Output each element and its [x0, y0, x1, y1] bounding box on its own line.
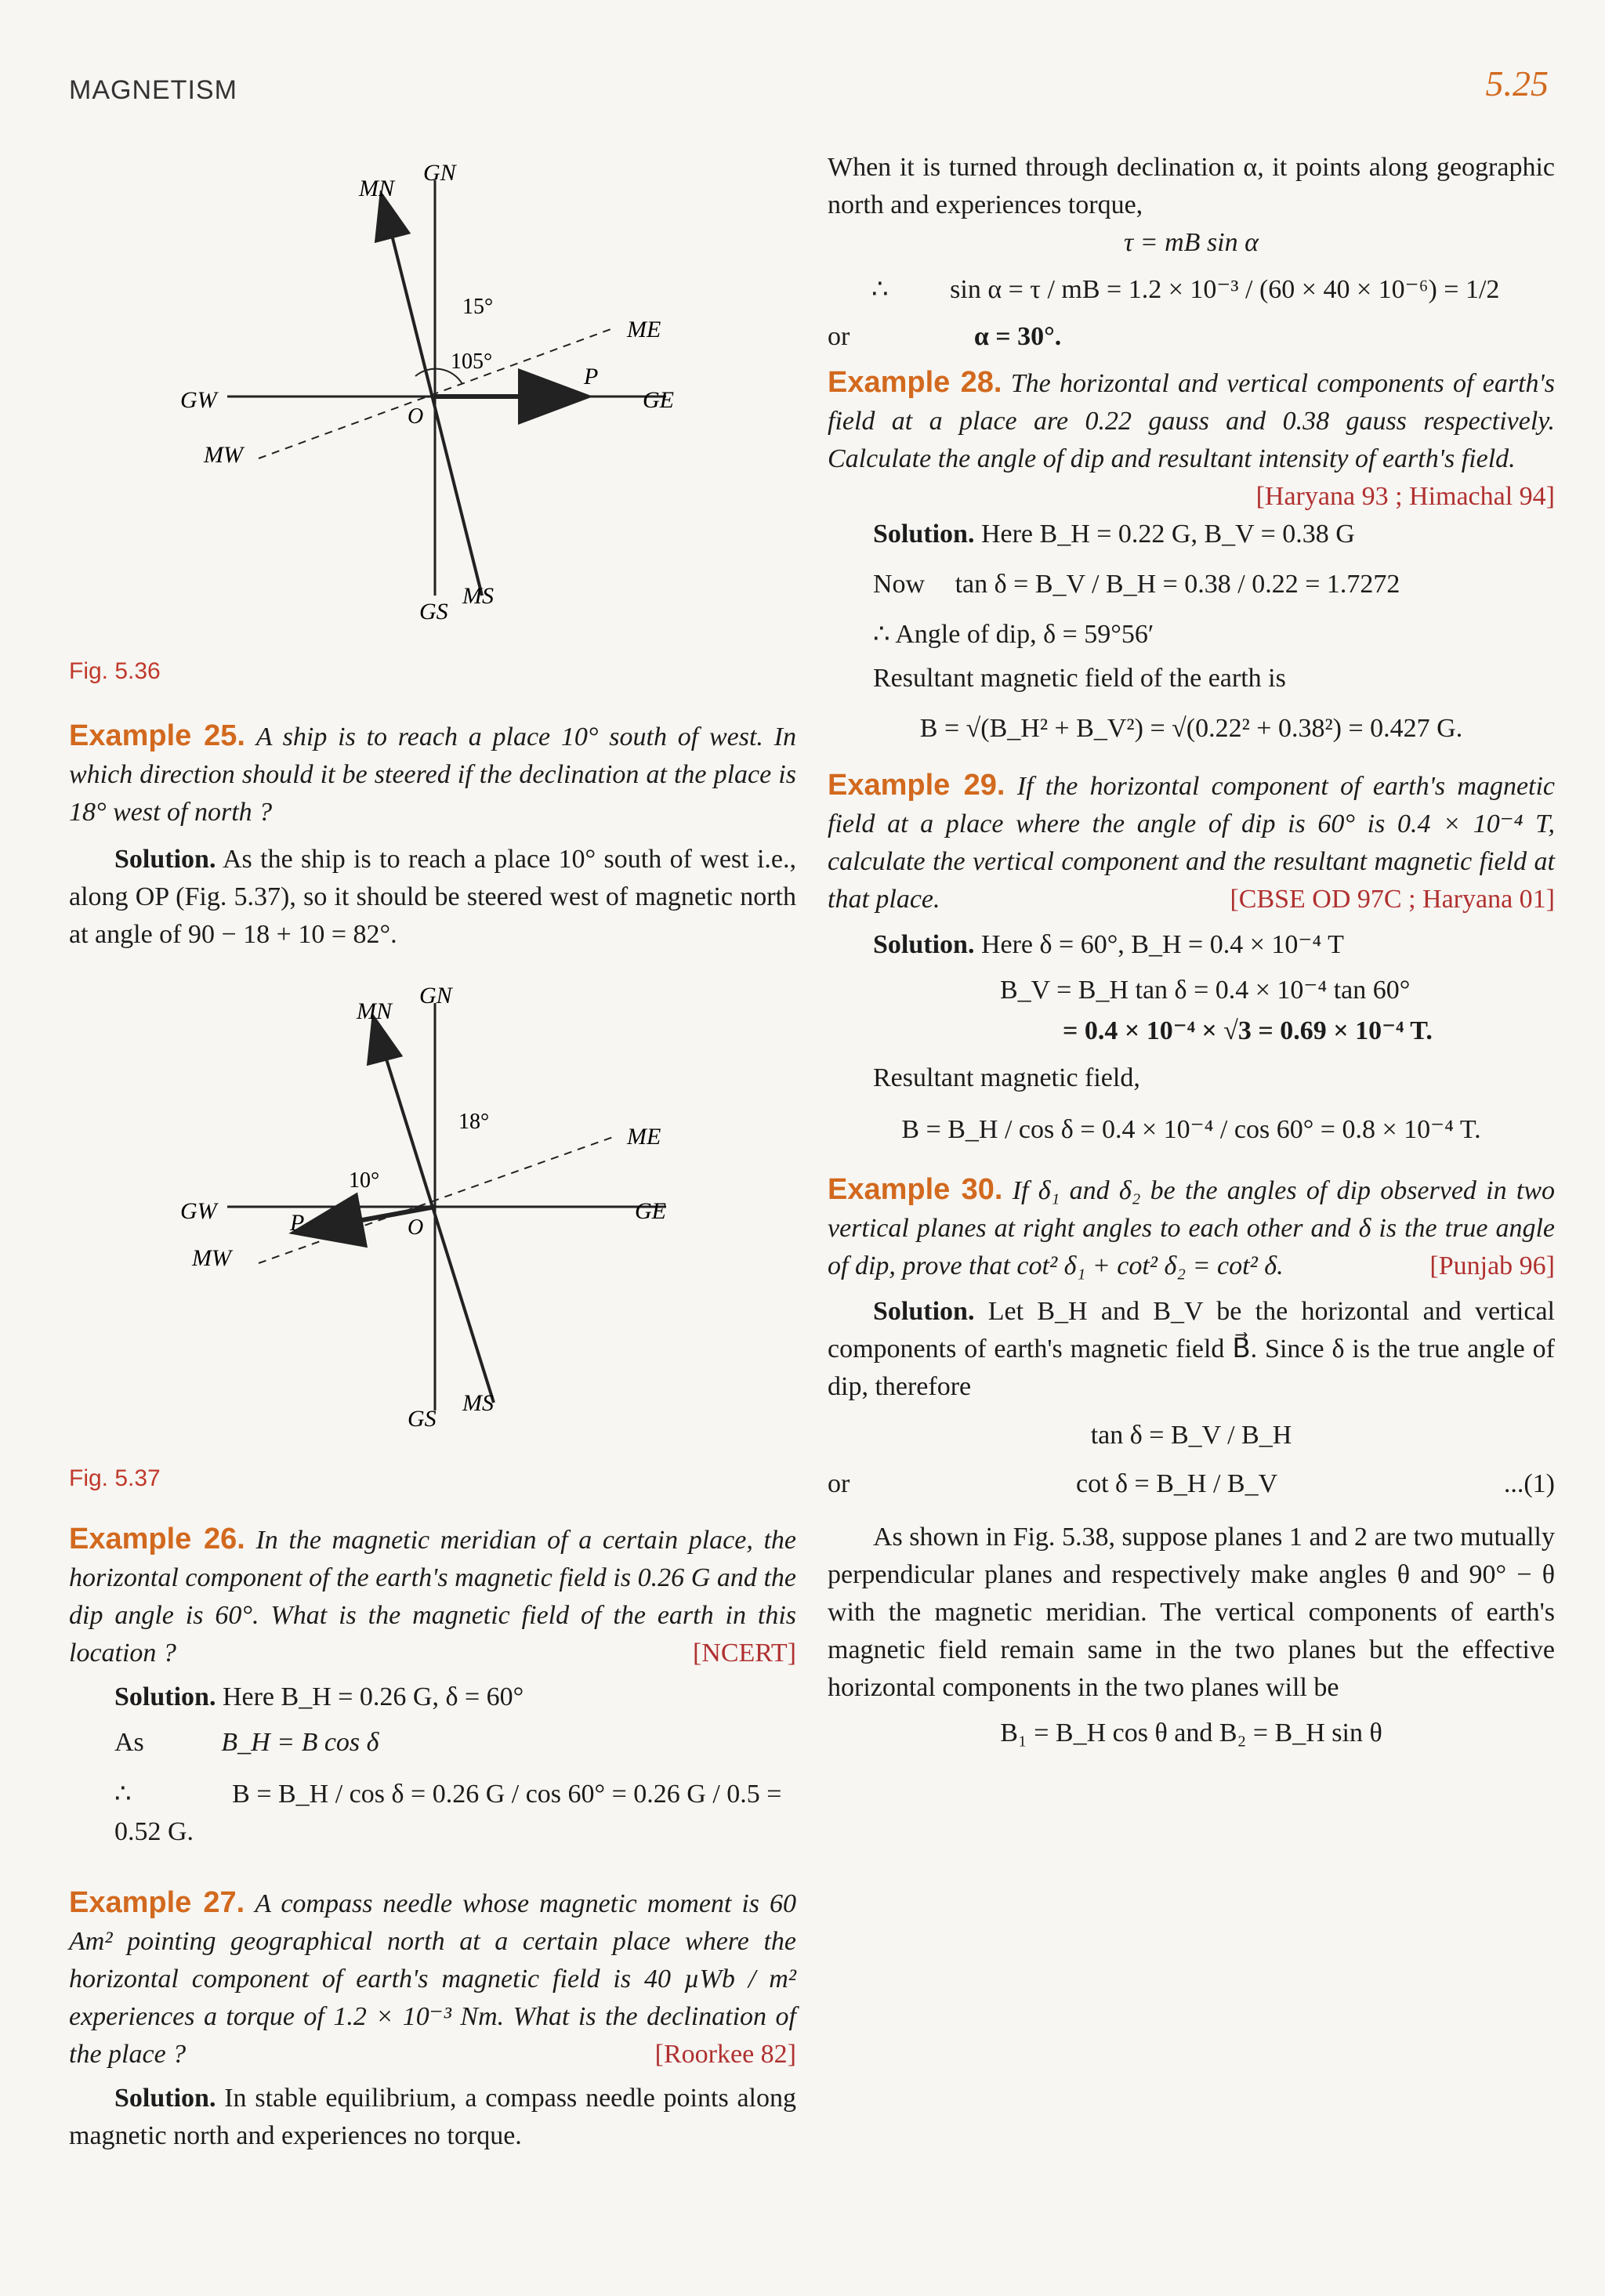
sin-alpha-row [828, 271, 1555, 309]
example-25-label: Example 25. [69, 719, 245, 752]
fig-5-36-caption: Fig. 5.36 [69, 658, 161, 684]
solution-text: As the ship is to reach a place 10° south of west i.e., along OP (Fig. 5.37), so it should be steered west of magnetic north at angle of 90 − 18 + 10 = 82°. [69, 845, 797, 949]
example-28-resultant: Resultant magnetic field of the earth is [873, 664, 1286, 693]
torque-equation: τ = mB sin α [1124, 228, 1259, 257]
fig536-mw: MW [204, 442, 243, 468]
right-intro-paragraph: When it is turned through declination α, it points along geographic north and experiences torque, [828, 153, 1555, 219]
example-26-ref: [NCERT] [692, 1639, 796, 1668]
therefore-symbol: ∴ [871, 275, 889, 304]
example-28-dip: ∴ Angle of dip, δ = 59°56′ [873, 620, 1154, 649]
solution-text: Here B_H = 0.22 G, B_V = 0.38 G [980, 520, 1355, 549]
example-30-eq2: cot δ = B_H / B_V [1076, 1469, 1278, 1498]
fig536-mn: MN [359, 176, 394, 201]
equation-number: ...(1) [1503, 1469, 1555, 1498]
fig-5-37-caption: Fig. 5.37 [69, 1465, 161, 1491]
fig537-gw: GW [180, 1198, 217, 1224]
mw-me-line [259, 1136, 615, 1263]
fig536-gw: GW [180, 387, 217, 413]
alpha-result-row [828, 318, 1555, 356]
fig537-o: O [408, 1215, 424, 1240]
alpha-result: α = 30°. [973, 322, 1062, 351]
fig537-me: ME [627, 1124, 661, 1150]
page-header-left: MAGNETISM [69, 75, 237, 105]
now-word: Now [873, 570, 926, 599]
sin-alpha-equation: sin α = τ / mB = 1.2 × 10⁻³ / (60 × 40 × 10⁻⁶) = 1/2 [950, 275, 1500, 304]
example-26-solution [69, 1679, 796, 1716]
fig536-angle1: 15° [462, 295, 494, 319]
example-30-label: Example 30. [828, 1173, 1003, 1206]
example-28-solution [828, 516, 1555, 553]
fig537-p: P [290, 1210, 305, 1236]
fig536-gn: GN [423, 160, 456, 186]
example-26 [69, 1520, 796, 1672]
example-27-solution [69, 2080, 796, 2155]
example-28-ref: [Haryana 93 ; Himachal 94] [1255, 482, 1555, 511]
example-29-eq1: B_V = B_H tan δ = 0.4 × 10⁻⁴ tan 60° [1000, 976, 1411, 1005]
example-27 [69, 1884, 796, 2073]
solution-label: Solution. [114, 1682, 216, 1711]
fig536-o: O [408, 404, 424, 429]
example-26-eq2-row [69, 1776, 796, 1851]
page-number: 5.25 [1485, 63, 1549, 103]
solution-label: Solution. [873, 520, 975, 549]
fig537-angle1: 18° [458, 1110, 490, 1134]
solution-label: Solution. [114, 845, 216, 874]
fig536-ge: GE [643, 387, 674, 413]
solution-label: Solution. [873, 930, 975, 959]
therefore-symbol: ∴ [114, 1780, 132, 1809]
solution-label: Solution. [114, 2084, 216, 2113]
magnetic-needle-line [384, 204, 482, 596]
solution-label: Solution. [873, 1297, 975, 1326]
example-25-text: A ship is to reach a place 10° south of west. In which direction should it be steered if the declination at the place is 18° west of north ? [69, 722, 797, 827]
example-29-ref: [CBSE OD 97C ; Haryana 01] [1230, 885, 1555, 914]
example-27-ref: [Roorkee 82] [654, 2040, 796, 2069]
solution-text: Let B_H and B_V be the horizontal and vertical components of earth's magnetic field B⃗. Since δ is the true angle of dip, therefore [828, 1297, 1555, 1401]
example-29-text: If the horizontal component of earth's magnetic field at a place where the angle of dip is 60° is 0.4 × 10⁻⁴ T, calculate the vertical component and the resultant magnetic field at that place. [828, 772, 1556, 914]
example-27-text: A compass needle whose magnetic moment is 60 Am² pointing geographical north at a certain place where the horizontal component of earth's magnetic field is 40 µWb / m² experiences a torque of 1.2 × 10⁻³ Nm. What is the declination of the place ? [69, 1889, 797, 2069]
fig536-me: ME [627, 317, 661, 342]
example-29-resultant: Resultant magnetic field, [873, 1063, 1140, 1092]
example-29-eq2: = 0.4 × 10⁻⁴ × √3 = 0.69 × 10⁻⁴ T. [1063, 1016, 1433, 1045]
example-26-eq1: B_H = B cos δ [221, 1728, 379, 1757]
example-25 [69, 717, 796, 831]
example-28 [828, 364, 1556, 511]
example-29-eq3: B = B_H / cos δ = 0.4 × 10⁻⁴ / cos 60° = 0.8 × 10⁻⁴ T. [901, 1115, 1481, 1144]
or-word: or [828, 322, 850, 351]
example-30-eq2-row [828, 1465, 1555, 1503]
figure-5-36 [157, 149, 752, 650]
example-29-solution [828, 926, 1555, 964]
fig536-p: P [584, 364, 599, 389]
example-30-ref: [Punjab 96] [1429, 1251, 1555, 1280]
example-28-eq1-row [828, 566, 1555, 603]
example-26-text: In the magnetic meridian of a certain place, the horizontal component of the earth's magnetic field is 0.26 G and the dip angle is 60°. What is the magnetic field of the earth in this location ? [69, 1526, 797, 1668]
example-30-paragraph: As shown in Fig. 5.38, suppose planes 1 and 2 are two mutually perpendicular planes and respectively make angles θ and 90° − θ with the magnetic meridian. The vertical components of earth's magnetic field remain same in the two planes but the effective horizontal components in the two planes will be [828, 1523, 1555, 1702]
example-27-label: Example 27. [69, 1886, 245, 1919]
example-29-label: Example 29. [828, 769, 1005, 802]
example-30-solution [828, 1293, 1555, 1406]
mn-arrow [374, 1019, 384, 1058]
fig537-gn: GN [419, 983, 452, 1009]
solution-text: Here δ = 60°, B_H = 0.4 × 10⁻⁴ T [980, 930, 1344, 959]
example-26-eq1-row [69, 1724, 796, 1762]
example-30-text: If δ₁ and δ₂ be the angles of dip observed in two vertical planes at right angles to each other and δ is the true angle of dip, prove that cot² δ₁ + cot² δ₂ = cot² δ. [828, 1176, 1556, 1280]
solution-text: Here B_H = 0.26 G, δ = 60° [222, 1682, 524, 1711]
fig537-mn: MN [357, 998, 392, 1024]
mn-arrow [382, 196, 392, 235]
or-word: or [828, 1469, 850, 1498]
fig537-ms: MS [462, 1390, 494, 1416]
example-30-eq1: tan δ = B_V / B_H [1090, 1421, 1292, 1450]
example-29 [828, 766, 1555, 918]
mw-me-line [259, 328, 615, 458]
example-28-label: Example 28. [828, 366, 1002, 399]
example-28-eq1: tan δ = B_V / B_H = 0.38 / 0.22 = 1.7272 [955, 570, 1400, 599]
example-26-label: Example 26. [69, 1523, 245, 1555]
example-26-eq2: B = B_H / cos δ = 0.26 G / cos 60° = 0.26 G / 0.5 = 0.52 G. [114, 1780, 782, 1846]
fig537-ge: GE [635, 1198, 666, 1224]
fig537-angle2: 10° [349, 1168, 380, 1193]
fig536-gs: GS [419, 599, 448, 625]
figure-5-37 [157, 972, 752, 1458]
fig536-angle2: 105° [451, 349, 493, 374]
fig537-gs: GS [408, 1406, 437, 1432]
example-30 [828, 1171, 1555, 1285]
example-30-eq3: B₁ = B_H cos θ and B₂ = B_H sin θ [1000, 1718, 1382, 1747]
example-28-eq2: B = √(B_H² + B_V²) = √(0.22² + 0.38²) = 0.427 G. [919, 714, 1463, 743]
fig537-mw: MW [192, 1245, 231, 1271]
fig536-ms: MS [462, 583, 494, 609]
solution-text: In stable equilibrium, a compass needle points along magnetic north and experiences no torque. [69, 2084, 796, 2150]
as-word: As [114, 1728, 144, 1757]
example-25-solution [69, 841, 796, 954]
example-28-text: The horizontal and vertical components of earth's field at a place are 0.22 gauss and 0.38 gauss respectively. Calculate the angle of dip and resultant intensity of earth's field. [828, 369, 1556, 473]
